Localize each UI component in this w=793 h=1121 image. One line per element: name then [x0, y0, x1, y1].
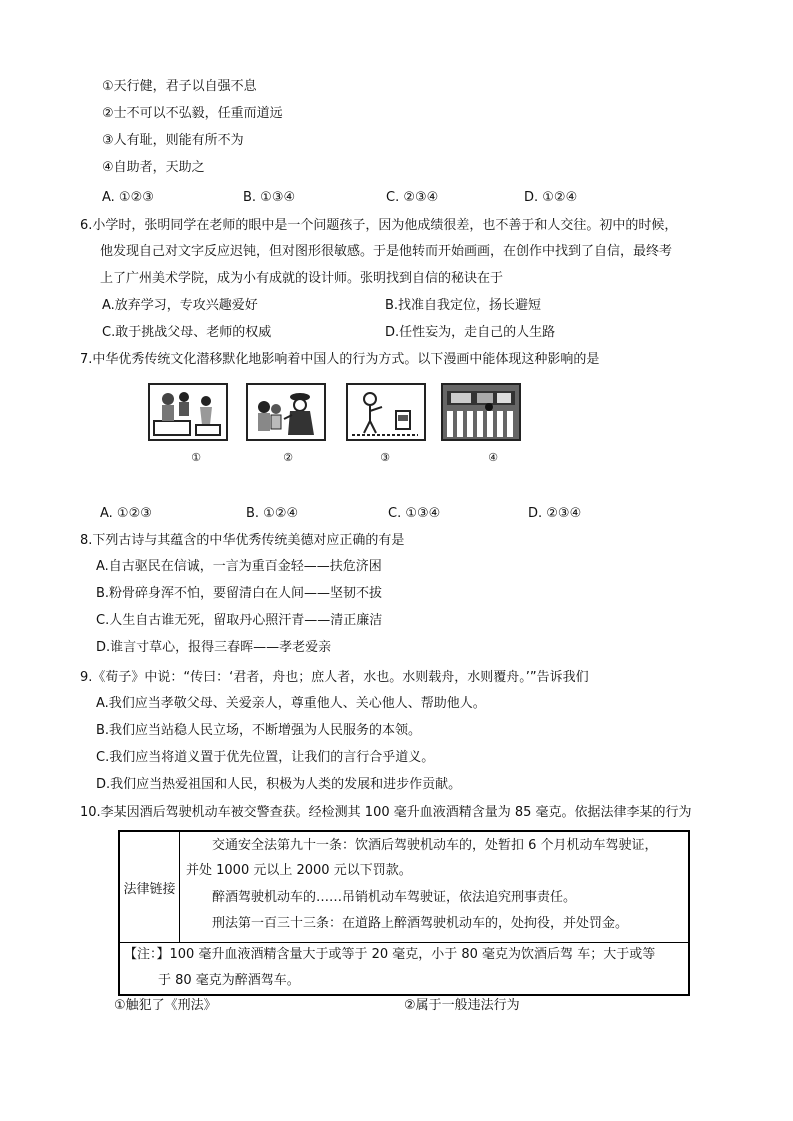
cartoon-1-caption: ①	[191, 451, 201, 464]
law-line-2: 并处 1000 元以上 2000 元以下罚款。	[186, 863, 412, 878]
q5-option-c: C. ②③④	[386, 190, 439, 205]
q5-option-d: D. ①②④	[524, 190, 578, 205]
q8-option-a: A.自古驱民在信诚，一言为重百金轻——扶危济困	[96, 559, 382, 574]
q6-line-1: 6.小学时，张明同学在老师的眼中是一个问题孩子，因为他成绩很差，也不善于和人交往。初中的时候，	[80, 218, 678, 233]
q10-option-1: ①触犯了《刑法》	[114, 998, 217, 1013]
q7-option-c: C. ①③④	[388, 506, 441, 521]
cartoon-4-caption: ④	[488, 451, 498, 464]
q7-option-a: A. ①②③	[100, 506, 152, 521]
q8-option-b: B.粉骨碎身浑不怕，要留清白在人间——坚韧不拔	[96, 586, 383, 601]
law-line-3: 醉酒驾驶机动车的……吊销机动车驾驶证，依法追究刑事责任。	[212, 890, 577, 905]
cartoon-3-caption: ③	[380, 451, 390, 464]
law-box-divider	[120, 942, 688, 943]
cartoon-1-image	[148, 383, 228, 441]
q10-question: 10.李某因酒后驾驶机动车被交警查获。经检测其 100 毫升血液酒精含量为 85 毫克。依据法律李某的行为	[80, 805, 692, 820]
q5-statement-1: ①天行健，君子以自强不息	[102, 79, 257, 94]
note-line-1: 【注：】100 毫升血液酒精含量大于或等于 20 毫克，小于 80 毫克为饮酒后驾 车；大于或等	[124, 947, 656, 962]
q9-option-a: A.我们应当孝敬父母、关爱亲人，尊重他人、关心他人、帮助他人。	[96, 696, 486, 711]
q9-option-c: C.我们应当将道义置于优先位置，让我们的言行合乎道义。	[96, 750, 435, 765]
q6-line-3: 上了广州美术学院，成为小有成就的设计师。张明找到自信的秘诀在于	[100, 271, 504, 286]
q6-line-2: 他发现自己对文字反应迟钝，但对图形很敏感。于是他转而开始画画，在创作中找到了自信，最终考	[100, 244, 673, 259]
law-link-label: 法律链接	[120, 832, 180, 942]
cartoon-2-caption: ②	[283, 451, 293, 464]
law-link-box	[118, 830, 690, 996]
cartoon-3-image	[346, 383, 426, 441]
q9-option-b: B.我们应当站稳人民立场，不断增强为人民服务的本领。	[96, 723, 422, 738]
law-line-4: 刑法第一百三十三条：在道路上醉酒驾驶机动车的，处拘役，并处罚金。	[212, 916, 629, 931]
q8-option-c: C.人生自古谁无死，留取丹心照汗青——清正廉洁	[96, 613, 383, 628]
q5-statement-2: ②士不可以不弘毅，任重而道远	[102, 106, 283, 121]
q5-option-b: B. ①③④	[243, 190, 296, 205]
law-line-1: 交通安全法第九十一条：饮酒后驾驶机动车的，处暂扣 6 个月机动车驾驶证，	[212, 838, 658, 853]
cartoon-4-image	[441, 383, 521, 441]
q5-option-a: A. ①②③	[102, 190, 154, 205]
q9-option-d: D.我们应当热爱祖国和人民，积极为人类的发展和进步作贡献。	[96, 777, 462, 792]
q7-option-d: D. ②③④	[528, 506, 582, 521]
cartoon-2-image	[246, 383, 326, 441]
q6-option-a: A.放弃学习，专攻兴趣爱好	[102, 298, 258, 313]
q7-question: 7.中华优秀传统文化潜移默化地影响着中国人的行为方式。以下漫画中能体现这种影响的是	[80, 352, 600, 367]
q9-question: 9.《荀子》中说：“传曰：‘君者，舟也；庶人者，水也。水则载舟，水则覆舟。’”告诉我们	[80, 670, 589, 685]
q8-question: 8.下列古诗与其蕴含的中华优秀传统美德对应正确的有是	[80, 533, 405, 548]
q6-option-b: B.找准自我定位，扬长避短	[385, 298, 542, 313]
q6-option-d: D.任性妄为，走自己的人生路	[385, 325, 556, 340]
q8-option-d: D.谁言寸草心，报得三春晖——孝老爱亲	[96, 640, 332, 655]
q5-statement-3: ③人有耻，则能有所不为	[102, 133, 244, 148]
q10-option-2: ②属于一般违法行为	[404, 998, 520, 1013]
q7-option-b: B. ①②④	[246, 506, 299, 521]
note-line-2: 于 80 毫克为醉酒驾车。	[158, 973, 300, 988]
q6-option-c: C.敢于挑战父母、老师的权威	[102, 325, 272, 340]
q5-statement-4: ④自助者，天助之	[102, 160, 205, 175]
